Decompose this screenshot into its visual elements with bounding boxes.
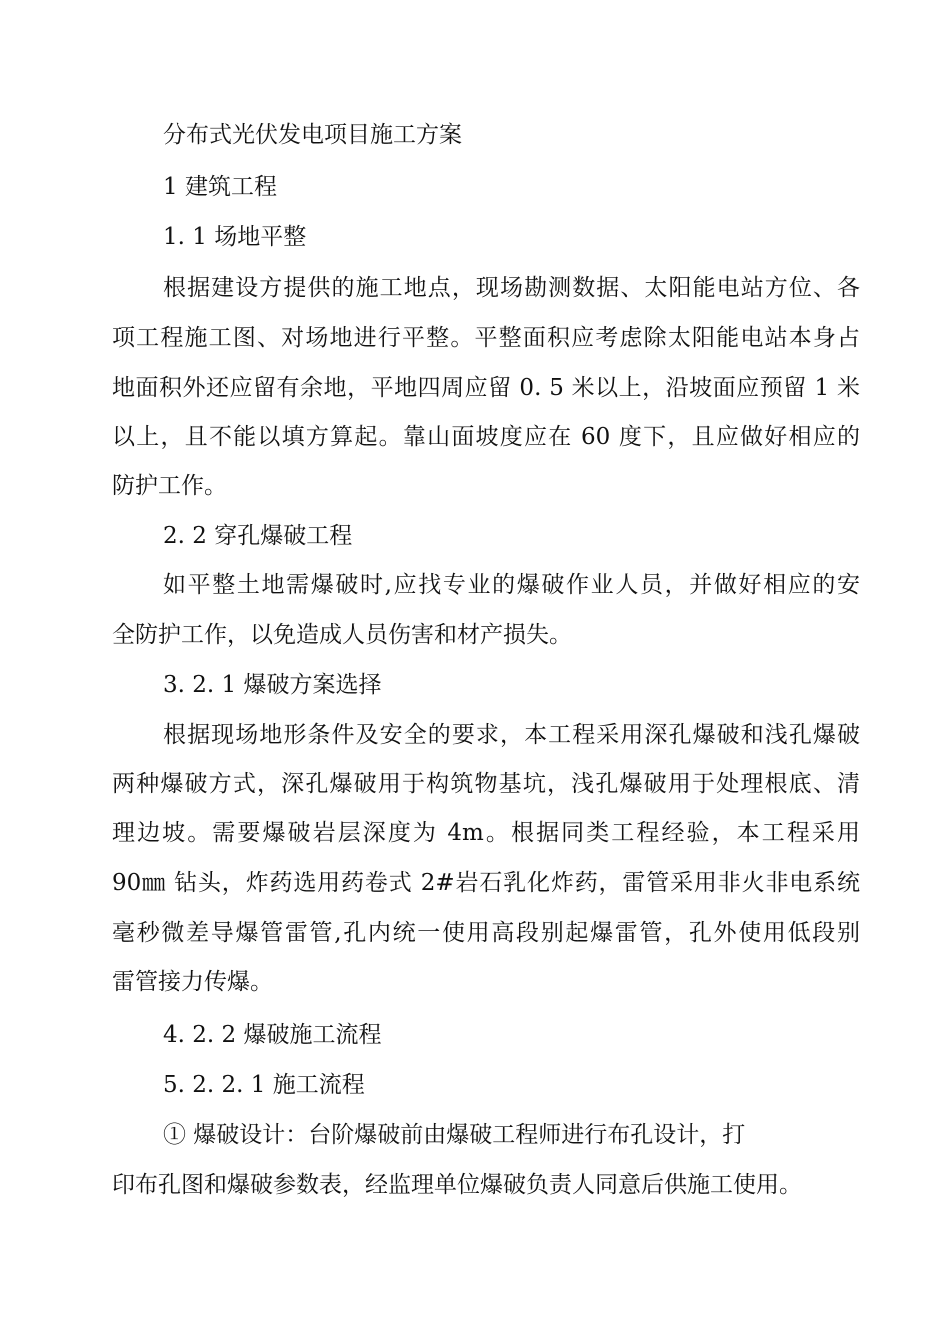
paragraph-3-line-2: 两种爆破方式，深孔爆破用于构筑物基坑，浅孔爆破用于处理根底、清: [112, 771, 860, 797]
paragraph-3-line-6: 雷管接力传爆。: [112, 969, 273, 995]
paragraph-1-line-5: 防护工作。: [112, 473, 227, 499]
paragraph-2-line-2: 全防护工作，以免造成人员伤害和材产损失。: [112, 622, 572, 648]
paragraph-1-line-1: 根据建设方提供的施工地点，现场勘测数据、太阳能电站方位、各: [163, 275, 860, 301]
paragraph-1-line-4: 以上，且不能以填方算起。靠山面坡度应在 60 度下，且应做好相应的: [112, 424, 860, 450]
heading-5-2-2-1: 5. 2. 2. 1 施工流程: [163, 1072, 365, 1098]
paragraph-4-line-1: ① 爆破设计：台阶爆破前由爆破工程师进行布孔设计，打: [163, 1122, 746, 1148]
paragraph-1-line-3: 地面积外还应留有余地，平地四周应留 0. 5 米以上，沿坡面应预留 1 米: [112, 375, 860, 401]
paragraph-4-line-2: 印布孔图和爆破参数表，经监理单位爆破负责人同意后供施工使用。: [112, 1172, 802, 1198]
paragraph-3-line-4: 90㎜ 钻头，炸药选用药卷式 2#岩石乳化炸药，雷管采用非火非电系统: [112, 870, 860, 896]
paragraph-1-line-2: 项工程施工图、对场地进行平整。平整面积应考虑除太阳能电站本身占: [112, 325, 860, 351]
heading-2-2: 2. 2 穿孔爆破工程: [163, 523, 353, 549]
paragraph-3-line-3: 理边坡。需要爆破岩层深度为 4m。根据同类工程经验，本工程采用: [112, 820, 860, 846]
paragraph-3-line-1: 根据现场地形条件及安全的要求，本工程采用深孔爆破和浅孔爆破: [163, 722, 860, 748]
heading-1-1: 1. 1 场地平整: [163, 224, 307, 250]
heading-1: 1 建筑工程: [163, 174, 277, 200]
document-title: 分布式光伏发电项目施工方案: [163, 122, 462, 148]
heading-4-2-2: 4. 2. 2 爆破施工流程: [163, 1022, 382, 1048]
paragraph-2-line-1: 如平整土地需爆破时,应找专业的爆破作业人员，并做好相应的安: [163, 572, 860, 598]
paragraph-3-line-5: 毫秒微差导爆管雷管,孔内统一使用高段别起爆雷管，孔外使用低段别: [112, 920, 860, 946]
heading-3-2-1: 3. 2. 1 爆破方案选择: [163, 672, 382, 698]
